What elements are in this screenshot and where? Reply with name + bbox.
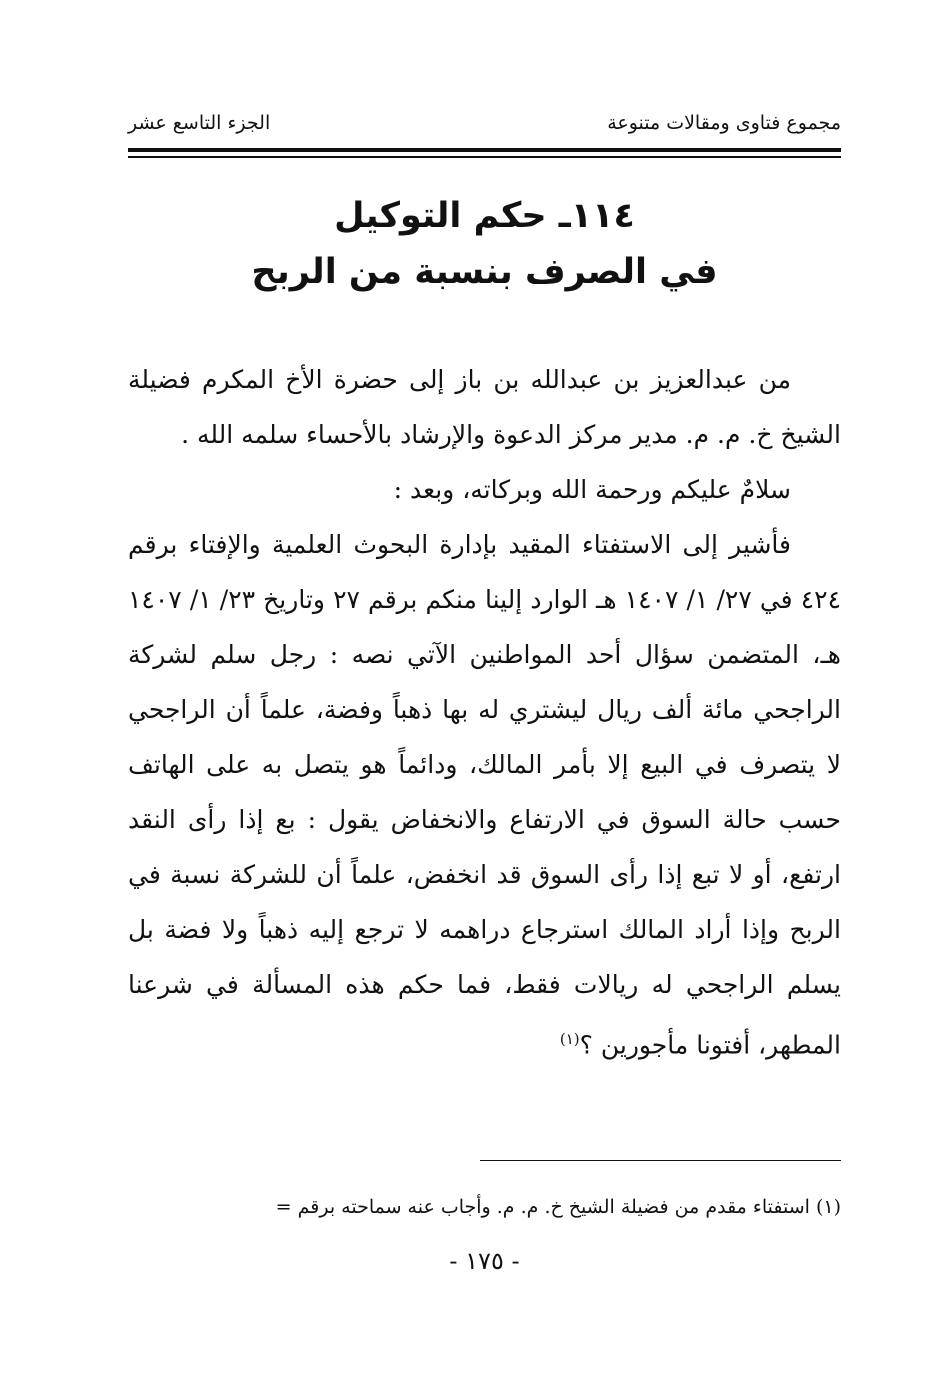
running-header — [128, 112, 841, 142]
article-subtitle: في الصرف بنسبة من الربح — [251, 252, 718, 292]
question-paragraph — [128, 517, 841, 1072]
volume-label: الجزء التاسع عشر — [128, 112, 271, 134]
footnote-separator — [480, 1160, 841, 1161]
footnote: (١) استفتاء مقدم من فضيلة الشيخ خ. م. م. وأجاب عنه سماحته برقم = — [275, 1196, 841, 1218]
book-title: مجموع فتاوى ومقالات متنوعة — [607, 112, 841, 134]
salutation-paragraph: من عبدالعزيز بن عبدالله بن باز إلى حضرة الأخ المكرم فضيلة الشيخ خ. م. م. مدير مركز الدعوة والإرشاد بالأحساء سلمه الله . — [128, 365, 841, 449]
footnote-reference: (١) — [559, 1030, 580, 1048]
page-number: - ١٧٥ - — [449, 1247, 520, 1275]
question-text: فأشير إلى الاستفتاء المقيد بإدارة البحوث العلمية والإفتاء برقم ٤٢٤ في ٢٧/ ١/ ١٤٠٧ هـ الوارد إلينا منكم برقم ٢٧ وتاريخ ٢٣/ ١/ ١٤٠٧ هـ، المتضمن سؤال أحد المواطنين الآتي نصه : رجل سلم لشركة الراجحي مائة ألف ريال ليشتري له بها ذهباً وفضة، علماً أن الراجحي لا يتصرف في البيع إلا بأمر المالك، ودائماً هو يتصل به على الهاتف حسب حالة السوق في الارتفاع والانخفاض يقول : بع إذا رأى النقد ارتفع، أو لا تبع إذا رأى السوق قد انخفض، علماً أن للشركة نسبة في الربح وإذا أراد المالك استرجاع دراهمه لا ترجع إليه ذهباً ولا فضة بل يسلم الراجحي له ريالات فقط، فما حكم هذه المسألة في شرعنا المطهر، أفتونا مأجورين ؟ — [128, 530, 842, 1060]
greeting-paragraph: سلامٌ عليكم ورحمة الله وبركاته، وبعد : — [393, 475, 791, 504]
article-title: ١١٤ـ حكم التوكيل — [334, 196, 635, 236]
header-rule-thin — [128, 156, 841, 158]
header-rule-thick — [128, 148, 841, 152]
article-body — [128, 352, 841, 1072]
